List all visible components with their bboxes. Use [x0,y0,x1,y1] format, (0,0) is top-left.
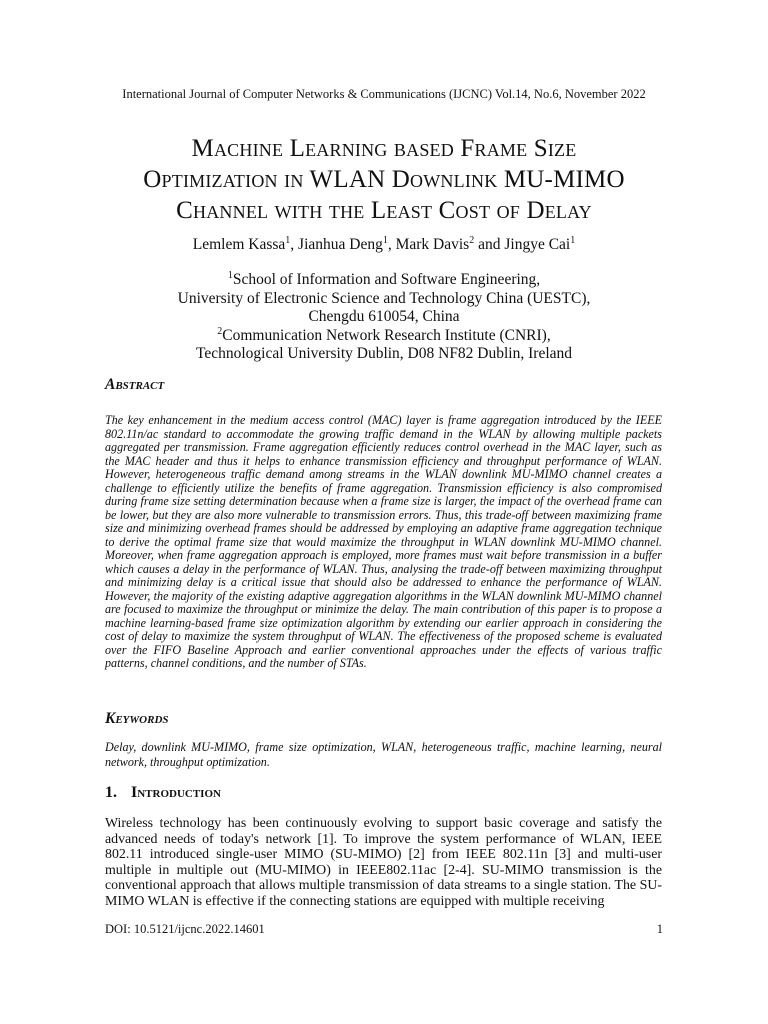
section-number: 1. [105,784,117,801]
affiliation-text: School of Information and Software Engineering, [232,271,541,288]
affiliation-mark: 2 [217,325,223,337]
affiliation-mark: 1 [227,269,233,281]
page-number: 1 [656,922,663,936]
affiliation-line [0,290,768,309]
abstract-heading: Abstract [105,376,165,393]
introduction-text: Wireless technology has been continuously evolving to support basic coverage and satisfy the advanced needs of today's network [1]. To improve the system performance of WLAN, IEEE 802.11 introduced single-user MIMO (SU-MIMO) [2] from IEEE 802.11n [3] and multi-user multiple in multiple out (MU-MIMO) in IEEE802.11ac [2-4]. SU-MIMO transmission is the conventional approach that allows multiple transmission of data streams to a single station. The SU-MIMO WLAN is effective if the connecting stations are equipped with multiple receiving [105,816,662,909]
title-line: Optimization in WLAN Downlink MU-MIMO [143,166,625,193]
affiliation-text: Chengdu 610054, China [308,308,460,325]
author-separator: and [474,236,505,253]
title-line: Machine Learning based Frame Size [191,135,577,162]
author-name: Jingye Cai [504,236,571,253]
running-header: International Journal of Computer Networks & Communications (IJCNC) Vol.14, No.6, November 2022 [122,87,646,101]
author-affiliation-mark: 1 [382,234,388,246]
affiliation-text: University of Electronic Science and Technology China (UESTC), [177,289,591,307]
affiliations [0,271,768,364]
affiliation-text: Technological University Dublin, D08 NF82 Dublin, Ireland [195,345,573,362]
affiliation-line [0,327,768,346]
abstract-text: The key enhancement in the medium access control (MAC) layer is frame aggregation introduced by the IEEE 802.11n/ac standard to accommodate the growing traffic demand in the WLAN by allowing multiple packets aggregated per transmission. Frame aggregation efficiently reduces control overhead in the MAC layer, such as the MAC header and thus it helps to enhance transmission efficiency and throughput performance of WLAN. However, heterogeneous traffic demand among streams in the WLAN downlink MU-MIMO channel creates a challenge to efficiently utilize the benefits of frame aggregation. Transmission efficiency is also compromised during frame size setting determination because when a frame size is larger, the impact of the overhead frame can be lower, but they are also more vulnerable to transmission errors. Thus, this trade-off between maximizing frame size and minimizing overhead frames should be addressed by employing an adaptive frame aggregation technique to derive the optimal frame size that would maximize the throughput in WLAN downlink MU-MIMO channel. Moreover, when frame aggregation approach is employed, more frames must wait before transmission in a buffer which causes a delay in the performance of WLAN. Thus, analysing the trade-off between maximizing throughput and minimizing delay is a critical issue that should also be addressed to enhance the performance of WLAN. However, the majority of the existing adaptive aggregation algorithms in the WLAN downlink MU-MIMO channel are focused to maximize the throughput or minimize the delay. The main contribution of this paper is to propose a machine learning-based frame size optimization algorithm by extending our earlier approach in considering the cost of delay to maximize the system throughput of WLAN. The effectiveness of the proposed scheme is evaluated over the FIFO Baseline Approach and earlier conventional approaches under the effects of various traffic patterns, channel conditions, and the number of STAs. [105,413,662,670]
author-name: Jianhua Deng [298,236,383,253]
author-name: Lemlem Kassa [192,236,286,253]
section-title: Introduction [131,784,221,801]
author-separator: , [290,236,299,253]
affiliation-line [0,271,768,290]
author-affiliation-mark: 1 [570,234,576,246]
introduction-heading [105,784,221,802]
author-affiliation-mark: 2 [469,234,475,246]
doi-footer: DOI: 10.5121/ijcnc.2022.14601 [105,922,265,936]
keywords-heading: Keywords [105,710,169,727]
affiliation-line [0,345,768,364]
keywords-text: Delay, downlink MU-MIMO, frame size optimization, WLAN, heterogeneous traffic, machine learning, neural network, throughput optimization. [105,740,662,769]
author-separator: , [387,236,396,253]
affiliation-line [0,308,768,327]
author-name: Mark Davis [395,236,470,253]
title-line: Channel with the Least Cost of Delay [176,197,592,224]
author-affiliation-mark: 1 [285,234,291,246]
paper-title [60,133,708,226]
affiliation-text: Communication Network Research Institute (CNRI), [222,326,551,344]
author-list [0,235,768,255]
